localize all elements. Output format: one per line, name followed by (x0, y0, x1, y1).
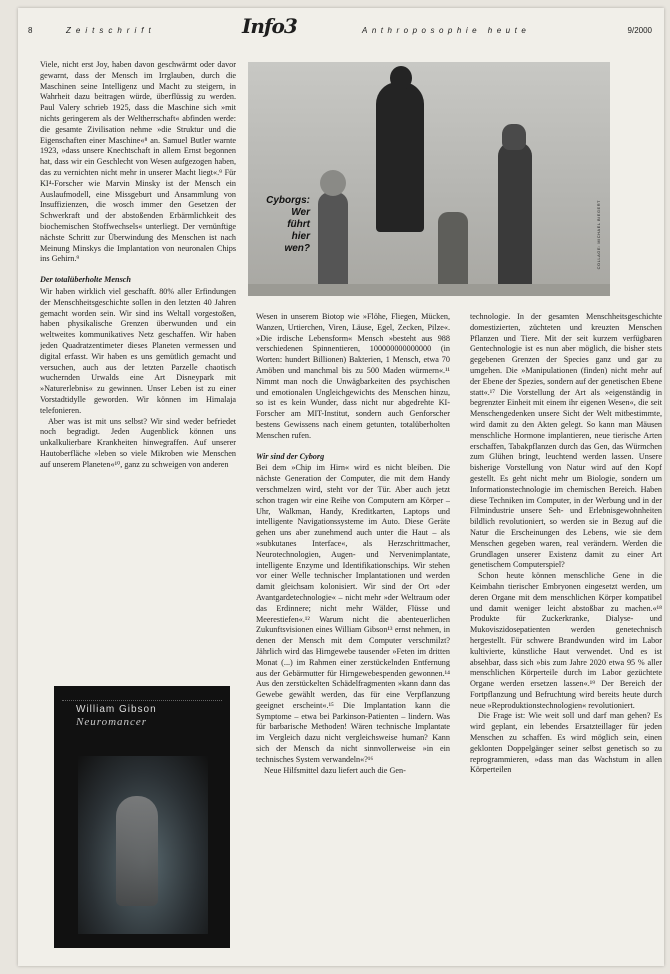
paragraph: Neue Hilfsmittel dazu liefert auch die Gen- (264, 765, 406, 775)
caption-line: Cyborgs: (266, 195, 310, 206)
section-heading: Der totalüberholte Mensch (40, 275, 131, 285)
cover-ornament (62, 692, 222, 701)
page-number: 8 (28, 26, 33, 35)
paragraph: Wir haben wirklich viel geschafft. 80% aller Erfindungen der Menschheitsgeschichte sollen in den letzten 40 Jahren gemacht worden sein. Wir sind ins Weltall vorgestoßen, haben physikalische Grenzen überwunden und ein weltweites kommunikatives Netz geschaffen. Wir haben jeden Quadratzentimeter dieses Planeten vermessen und digital erfasst. Wir haben es uns gemütlich gemacht und versuchen, auch aus der letzten Parzelle chaotisch wuchernden Urwalds eine Art Disneypark mit »Naturerlebnis« zu gewinnen. Unser Leben ist zu einer Vorstadtidylle geworden. Wir können im Himalaja telefonieren. (40, 286, 236, 415)
header-magazine-label: Zeitschrift (66, 26, 156, 35)
caption-line: Wer (291, 207, 310, 218)
robot-silhouette (502, 124, 526, 150)
issue-number: 9/2000 (627, 26, 652, 35)
paragraph: Schon heute können menschliche Gene in die Keimbahn tierischer Embryonen eingesetzt werden, um deren Organe mit dem menschlichen Körper kompatibel und damit weniger leicht abstoßbar zu machen.«¹⁸ Produkte für Zuckerkranke, Dialyse- und Mukoviszidosepatienten werden genetechnisch hergestellt. Für schwere Brandwunden wird im Labor kultivierte, künstliche Haut verwendet. Und es ist absehbar, dass sich »bis zum Jahre 2020 etwa 95 % aller menschlichen Körperteile durch im Labor gezüchtete Organe werden ersetzen lassen«.¹⁹ Der Bereich der Fortpflanzung und Befruchtung wird bereits heute durch neue »Reproduktionstechnologien« revolutioniert. (470, 571, 662, 710)
paragraph: Die Frage ist: Wie weit soll und darf man gehen? Es wird geplant, ein lebendes Ersatzteillager für jeden Menschen zu schaffen. Es wird möglich sein, einen geklonten Doppelgänger seiner selbst genetisch so zu reprogrammieren, »dass man das Wachstum in allen Körperteilen (470, 711, 662, 775)
child-silhouette (320, 170, 346, 196)
cyborg-collage-photo (248, 62, 610, 296)
photo-caption (254, 195, 310, 255)
header-subtitle: Anthroposophie heute (362, 26, 531, 35)
paragraph: Viele, nicht erst Joy, haben davon geschwärmt oder davor gewarnt, dass der Mensch im Irrglauben, durch die Maschinen seine Intelligenz und Macht zu steigern, in Wahrheit dazu beitragen würde, überflüssig zu werden. Paul Valery schrieb 1925, dass die Maschine sich »mit nichts geringerem als der Weltherrschaft« abfinden werde: die gesamte Zivilisation nehme »die Struktur und die Eigenschaften einer Maschine«⁸ an. Samuel Butler warnte 1923, »dass unsere Knechtschaft in allem Ernst begonnen hat, dass wir ein Geschlecht von Wesen aufgezogen haben, das zu vernichten nicht mehr in unserer Macht liegt«.⁹ Für KI⁴-Forscher wie Marvin Minsky ist der Mensch ein Auslaufmodell, eine Missgeburt und Ansammlung von Insuffizienzen, die wosch immer den Gesetzen der Schwerkraft und der abstoßenden Erbärmlichkeit des biochemischen Stoffwechsels« unterliegt. Der vernünftige nächste Schritt zur Überwindung des Menschen ist nach Meinung Minskys die Implantation von neuronalen Chips ins Gehirn.⁹ (40, 60, 236, 264)
text-column-3 (470, 312, 662, 967)
photo-credit: COLLAGE: MICHAEL BIEGERT (596, 200, 601, 270)
text-column-2 (256, 312, 450, 967)
figure-silhouette (390, 66, 412, 90)
figure-silhouette (376, 82, 424, 232)
paragraph: Wesen in unserem Biotop wie »Flöhe, Fliegen, Mücken, Wanzen, Urtierchen, Viren, Läuse, Egel, Zecken, Pilze«. »Die irdische Lebensform« Mensch »besteht aus 988 verschiedenen Spinnentieren, 100000000000000 (in Worten: hundert Billionen) Bakterien, 1 Mensch, etwa 70 Amöben und manchmal bis zu 500 Maden würmern«.¹¹ Nimmt man noch die Unwägbarkeiten des psychischen und emotionalen Ungleichgewichts des Menschen hinzu, so ist es kein Wunder, dass nicht nur abgedrehte KI-Forscher am MIT-Institut, sondern auch Genforscher bestens Gewissens nach einem getunten, totalüberholten Menschen rufen. (256, 312, 450, 440)
figure-silhouette (438, 212, 468, 292)
caption-line: führt (287, 219, 310, 230)
book-title: Neuromancer (76, 716, 148, 728)
paragraph: Bei dem »Chip im Hirn« wird es nicht bleiben. Die nächste Generation der Computer, die mit dem Handy verschmelzen wird, steht vor der Tür. Aber auch jetzt schon tragen wir eine Reihe von Computern am Körper – Uhr, Walkman, Handy, Kreditkarten, Laptops und intelligente Navigationssysteme im Auto. Diese Geräte gehen uns aber zunehmend auch unter die Haut – als »subkutanes Interface«, als Herzschrittmacher, Neurotechnologien, Augen- und Nervenimplantate, intelligente Enzyme und Identifikationschips. Wir stehen vor einer Welle technischer Implantationen und werden damit gleichsam kolonisiert. Wir sind der Ort »der Avantgardetechnologie« – nicht mehr »der Weltraum oder das Erdinnere; nicht mehr Wälder, Flüsse und Meerestiefen«.¹² Warum nicht die abenteuerlichen Zukunftsvisionen eines William Gibson¹³ ernst nehmen, in denen der Mensch mit dem Computer verschmilzt? Jährlich wird das Hirngewebe tausender »Feten im dritten Monat (...) im Rahmen einer zerstückelnden Entfernung aus der Gebärmutter für Hirngewebespenden gewonnen.¹⁴ Aus den zerstückelten Schädelfragmenten »kann dann das Gewebe gewählt werden, das für eine Verpflanzung geeignet erscheint«.¹⁵ Die Implantation kann die Symptome – etwa bei Parkinson-Patienten – lindern. Was für barbarische Methoden! Wären technische Implantate im Vergleich dazu nicht vergleichsweise human? Kann sich der Mensch da nicht sinnvollerweise »in ein technisches System verwandeln«?¹⁶ (256, 463, 450, 764)
book-author: William Gibson (76, 704, 157, 715)
section-heading: Wir sind der Cyborg (256, 451, 325, 461)
text-column-1 (40, 60, 236, 635)
magazine-logo: Info3 (242, 14, 297, 38)
caption-line: hier (291, 231, 310, 242)
book-cover-image (54, 686, 230, 948)
page-header (28, 14, 652, 44)
ground-shadow (248, 284, 610, 296)
child-silhouette (318, 192, 348, 292)
caption-line: wen? (284, 243, 310, 254)
paragraph: technologie. In der gesamten Menschheitsgeschichte domestizierten, züchteten und kreuzten Menschen Pflanzen und Tiere. Mit der seit kurzem verfügbaren Gentechnologie ist es nun aber möglich, die bisher stets gegebenen Grenzen der Species ganz und gar zu umgehen. Die »Manipulationen (finden) nicht mehr auf der Ebene der Spezies, sondern auf der genetischen Ebene statt«.¹⁷ Die Vorstellung der Art als »eigenständig in begrenzter Einheit mit einem ihr eigenen Wesen«, die seit Menschengedenken unsere Sicht der Welt mitbestimmte, wird damit zu den Akten gelegt. So kann man Mäusen menschliche Hormone implantieren, neue tierische Arten erschaffen, Tabakpflanzen durch das Gen, das Würmchen zum Glühen bringt, leuchtend werden lassen. Unsere bisherige Vorstellung von Natur wird auf den Kopf gestellt. Es geht nicht mehr um Biologie, sondern um Informationstechnologie im chemischen Bereich. Haben diese Techniken im Computer, in der Werbung und in der Filmindustrie unsere Seh- und Erlebnisgewohnheiten bildlich revolutioniert, so werden sie in Bezug auf die Natur die Erscheinungen des Lebens, wie sie dem Menschen gegeben waren, real verändern. Werden die Grundlagen unserer Existenz damit zu einer Art genetischem Computerspiel? (470, 312, 662, 570)
paragraph: Aber was ist mit uns selbst? Wir sind weder befriedet noch begradigt. Jeden Augenblick können uns unkalkulierbare Krankheiten hinwegraffen. Auf unserer Hautoberfläche »leben so viele Mikroben wie Menschen auf unserem Planeten«¹⁰, ganz zu schweigen von anderen (40, 416, 236, 469)
robot-silhouette (498, 142, 532, 292)
cover-hand-figure (116, 796, 158, 906)
